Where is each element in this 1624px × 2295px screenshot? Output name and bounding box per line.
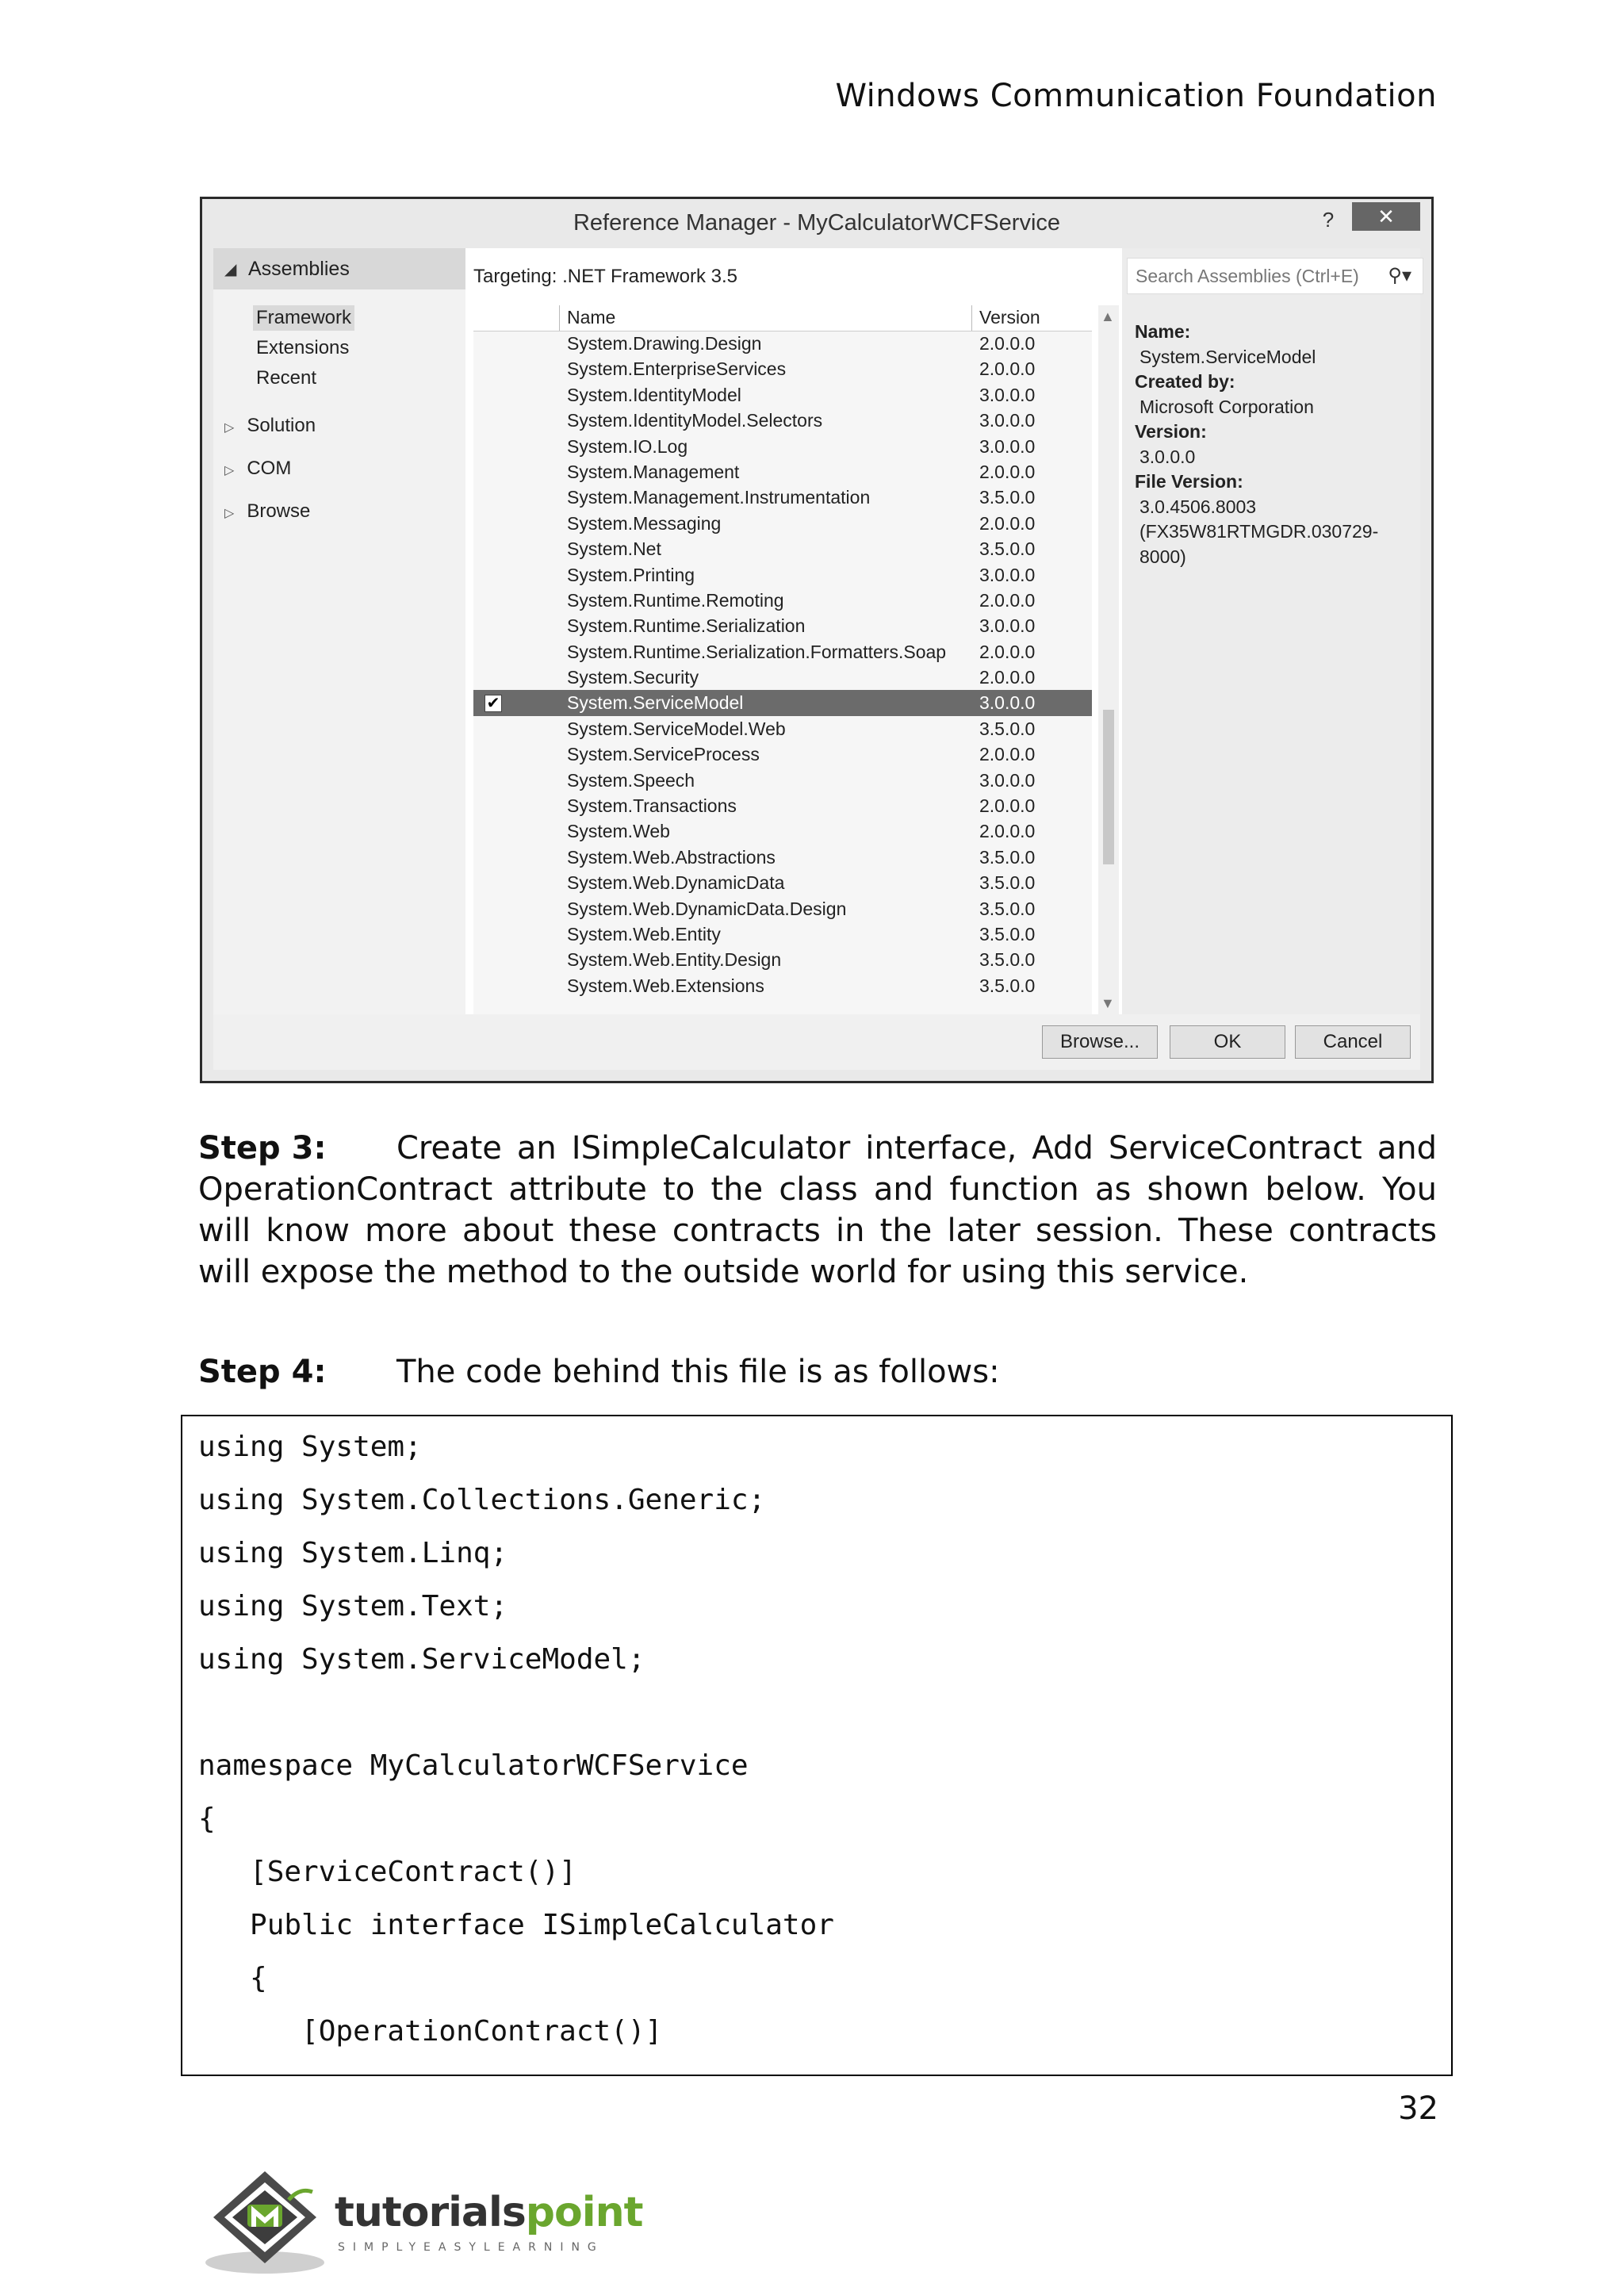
assembly-name: System.IO.Log bbox=[567, 435, 688, 457]
logo-emblem-icon bbox=[201, 2155, 335, 2282]
assembly-row[interactable] bbox=[473, 896, 1092, 921]
list-scrollbar[interactable] bbox=[1098, 305, 1119, 1015]
assembly-row[interactable] bbox=[473, 562, 1092, 588]
assembly-row[interactable] bbox=[473, 793, 1092, 818]
assembly-row[interactable] bbox=[473, 613, 1092, 638]
code-line: Public interface ISimpleCalculator bbox=[198, 1909, 834, 1941]
details-created-label: Created by: bbox=[1135, 371, 1235, 392]
assembly-version: 3.5.0.0 bbox=[979, 718, 1036, 739]
logo-word-b: point bbox=[525, 2189, 643, 2236]
code-line: { bbox=[198, 1962, 267, 1994]
assembly-row[interactable] bbox=[473, 870, 1092, 895]
assembly-row[interactable] bbox=[473, 382, 1092, 408]
page-header-title: Windows Communication Foundation bbox=[835, 78, 1437, 114]
assembly-row[interactable] bbox=[473, 716, 1092, 741]
dialog-body bbox=[213, 248, 1420, 1070]
assembly-row[interactable] bbox=[473, 818, 1092, 844]
tutorialspoint-logo bbox=[201, 2155, 645, 2290]
assembly-version: 3.5.0.0 bbox=[979, 538, 1036, 560]
step3-text: Create an ISimpleCalculator interface, Add ServiceContract and OperationContract attribute to the class and function as shown below. You will know more about these contracts in the later session. These contracts will expose the method to the outside world for using this service. bbox=[198, 1130, 1437, 1290]
column-header-name[interactable]: Name bbox=[567, 307, 616, 328]
code-line: namespace MyCalculatorWCFService bbox=[198, 1749, 749, 1782]
logo-tagline: SIMPLYEASYLEARNING bbox=[338, 2241, 604, 2254]
nav-item-com-label: COM bbox=[247, 458, 292, 479]
assembly-name: System.Web.Entity.Design bbox=[567, 949, 782, 971]
assembly-version: 3.0.0.0 bbox=[979, 769, 1036, 791]
assembly-name: System.IdentityModel bbox=[567, 384, 741, 405]
nav-item-extensions[interactable]: Extensions bbox=[256, 337, 350, 358]
collapsed-triangle-icon: ▷ bbox=[224, 507, 235, 520]
step4-text: The code behind this file is as follows: bbox=[396, 1354, 1000, 1390]
assembly-name: System.Transactions bbox=[567, 795, 737, 817]
assembly-version: 3.5.0.0 bbox=[979, 923, 1036, 944]
assembly-row[interactable] bbox=[473, 434, 1092, 459]
assembly-version: 2.0.0.0 bbox=[979, 358, 1036, 380]
assembly-version: 3.5.0.0 bbox=[979, 975, 1036, 996]
assembly-row[interactable] bbox=[473, 588, 1092, 613]
nav-item-assemblies[interactable] bbox=[213, 248, 465, 289]
assembly-version: 3.0.0.0 bbox=[979, 564, 1036, 585]
column-header-version[interactable]: Version bbox=[979, 307, 1040, 328]
nav-item-assemblies-label: Assemblies bbox=[248, 258, 350, 280]
code-line: using System.ServiceModel; bbox=[198, 1643, 645, 1676]
assembly-name: System.Web bbox=[567, 821, 670, 842]
assembly-name: System.Management.Instrumentation bbox=[567, 487, 871, 508]
code-line: [ServiceContract()] bbox=[198, 1856, 576, 1888]
nav-item-solution-label: Solution bbox=[247, 415, 316, 436]
left-nav bbox=[213, 248, 465, 1017]
details-file-version-build: (FX35W81RTMGDR.030729-8000) bbox=[1139, 521, 1379, 567]
assembly-row[interactable] bbox=[473, 768, 1092, 793]
logo-wordmark bbox=[335, 2189, 642, 2236]
dialog-button-bar bbox=[213, 1014, 1420, 1070]
assembly-version: 3.0.0.0 bbox=[979, 692, 1036, 714]
assembly-name: System.Speech bbox=[567, 769, 695, 791]
assembly-name: System.Drawing.Design bbox=[567, 333, 762, 354]
assembly-rows bbox=[473, 331, 1092, 998]
step4-paragraph bbox=[198, 1351, 1437, 1393]
logo-word-a: tutorials bbox=[335, 2189, 526, 2236]
nav-item-framework[interactable]: Framework bbox=[253, 305, 354, 331]
scroll-thumb[interactable] bbox=[1103, 710, 1114, 864]
details-created-value: Microsoft Corporation bbox=[1139, 396, 1314, 417]
assembly-name: System.Messaging bbox=[567, 512, 722, 534]
assembly-row[interactable] bbox=[473, 485, 1092, 510]
browse-button[interactable]: Browse... bbox=[1042, 1025, 1158, 1059]
assembly-version: 3.5.0.0 bbox=[979, 898, 1036, 919]
assembly-details bbox=[1135, 320, 1420, 569]
assembly-name: System.Net bbox=[567, 538, 661, 560]
assembly-row[interactable] bbox=[473, 690, 1092, 715]
details-version-label: Version: bbox=[1135, 421, 1207, 442]
details-name-label: Name: bbox=[1135, 321, 1191, 342]
nav-item-recent[interactable]: Recent bbox=[256, 367, 317, 389]
ok-button[interactable]: OK bbox=[1170, 1025, 1285, 1059]
dialog-title: Reference Manager - MyCalculatorWCFService bbox=[573, 210, 1061, 236]
assembly-name: System.IdentityModel.Selectors bbox=[567, 410, 823, 431]
column-divider bbox=[559, 305, 560, 331]
assembly-name: System.ServiceModel.Web bbox=[567, 718, 786, 739]
reference-manager-dialog bbox=[200, 197, 1434, 1083]
details-pane bbox=[1122, 248, 1420, 1017]
assembly-row[interactable] bbox=[473, 408, 1092, 433]
help-icon[interactable]: ? bbox=[1322, 208, 1335, 232]
code-line: using System.Text; bbox=[198, 1590, 508, 1623]
assembly-name: System.Runtime.Serialization.Formatters.Soap bbox=[567, 641, 947, 662]
row-checkbox[interactable]: ✔ bbox=[485, 695, 502, 712]
search-assemblies-input[interactable] bbox=[1127, 258, 1423, 294]
assembly-name: System.Management bbox=[567, 461, 740, 482]
assembly-version: 2.0.0.0 bbox=[979, 512, 1036, 534]
step4-label: Step 4: bbox=[198, 1354, 327, 1390]
scroll-up-icon[interactable]: ▲ bbox=[1101, 308, 1115, 324]
assembly-version: 2.0.0.0 bbox=[979, 589, 1036, 611]
nav-item-solution[interactable] bbox=[224, 415, 316, 437]
assembly-version: 2.0.0.0 bbox=[979, 667, 1036, 688]
assembly-version: 2.0.0.0 bbox=[979, 461, 1036, 482]
assembly-version: 3.5.0.0 bbox=[979, 949, 1036, 971]
assembly-name: System.Printing bbox=[567, 564, 695, 585]
code-line: { bbox=[198, 1803, 216, 1835]
assembly-row[interactable] bbox=[473, 511, 1092, 536]
assembly-version: 2.0.0.0 bbox=[979, 641, 1036, 662]
nav-item-browse-label: Browse bbox=[247, 500, 311, 522]
assembly-name: System.Security bbox=[567, 667, 699, 688]
assembly-row[interactable] bbox=[473, 947, 1092, 972]
assembly-row[interactable] bbox=[473, 845, 1092, 870]
nav-item-browse[interactable] bbox=[224, 500, 310, 523]
code-block bbox=[181, 1415, 1453, 2076]
assembly-name: System.Web.DynamicData.Design bbox=[567, 898, 847, 919]
search-icon[interactable]: ⚲▾ bbox=[1388, 265, 1411, 286]
list-header bbox=[473, 305, 1092, 331]
targeting-label: Targeting: .NET Framework 3.5 bbox=[473, 266, 738, 287]
assembly-row[interactable] bbox=[473, 921, 1092, 947]
assembly-row[interactable] bbox=[473, 665, 1092, 690]
step3-paragraph bbox=[198, 1128, 1437, 1293]
assembly-row[interactable] bbox=[473, 356, 1092, 381]
assembly-name: System.EnterpriseServices bbox=[567, 358, 787, 380]
assembly-row[interactable] bbox=[473, 536, 1092, 561]
assembly-name: System.Web.Entity bbox=[567, 923, 721, 944]
assembly-version: 3.0.0.0 bbox=[979, 384, 1036, 405]
scroll-down-icon[interactable]: ▼ bbox=[1101, 995, 1115, 1011]
assembly-name: System.Runtime.Remoting bbox=[567, 589, 784, 611]
close-icon[interactable]: ✕ bbox=[1352, 202, 1420, 231]
search-placeholder: Search Assemblies (Ctrl+E) bbox=[1136, 266, 1359, 286]
assembly-name: System.Runtime.Serialization bbox=[567, 615, 806, 637]
assembly-version: 2.0.0.0 bbox=[979, 795, 1036, 817]
cancel-button[interactable]: Cancel bbox=[1295, 1025, 1411, 1059]
details-version-value: 3.0.0.0 bbox=[1139, 446, 1196, 467]
assembly-row[interactable] bbox=[473, 741, 1092, 767]
details-name-value: System.ServiceModel bbox=[1139, 346, 1316, 367]
collapsed-triangle-icon: ▷ bbox=[224, 464, 235, 477]
assembly-list bbox=[473, 305, 1092, 1015]
expanded-triangle-icon: ◢ bbox=[224, 261, 237, 278]
code-line: [OperationContract()] bbox=[198, 2015, 663, 2048]
assembly-version: 2.0.0.0 bbox=[979, 744, 1036, 765]
step3-label: Step 3: bbox=[198, 1130, 327, 1167]
assembly-version: 3.5.0.0 bbox=[979, 487, 1036, 508]
assembly-name: System.Web.DynamicData bbox=[567, 872, 785, 894]
code-line: using System.Linq; bbox=[198, 1537, 508, 1569]
assembly-row[interactable] bbox=[473, 973, 1092, 998]
assembly-name: System.Web.Extensions bbox=[567, 975, 764, 996]
assembly-row[interactable] bbox=[473, 331, 1092, 356]
code-line: using System.Collections.Generic; bbox=[198, 1484, 766, 1516]
assembly-version: 3.0.0.0 bbox=[979, 435, 1036, 457]
page-number: 32 bbox=[1398, 2090, 1438, 2127]
code-line: using System; bbox=[198, 1431, 422, 1463]
assembly-name: System.ServiceModel bbox=[567, 692, 744, 714]
assembly-version: 3.5.0.0 bbox=[979, 846, 1036, 868]
column-divider bbox=[971, 305, 972, 331]
nav-item-com[interactable] bbox=[224, 458, 291, 480]
dialog-titlebar bbox=[202, 199, 1431, 245]
assembly-version: 3.0.0.0 bbox=[979, 615, 1036, 637]
details-file-version-value: 3.0.4506.8003 bbox=[1139, 496, 1257, 517]
assembly-row[interactable] bbox=[473, 639, 1092, 665]
assembly-version: 3.0.0.0 bbox=[979, 410, 1036, 431]
details-file-version-label: File Version: bbox=[1135, 471, 1243, 492]
assembly-version: 2.0.0.0 bbox=[979, 821, 1036, 842]
assembly-name: System.Web.Abstractions bbox=[567, 846, 776, 868]
assembly-name: System.ServiceProcess bbox=[567, 744, 760, 765]
assembly-row[interactable] bbox=[473, 459, 1092, 485]
assembly-version: 2.0.0.0 bbox=[979, 333, 1036, 354]
collapsed-triangle-icon: ▷ bbox=[224, 421, 235, 435]
assembly-version: 3.5.0.0 bbox=[979, 872, 1036, 894]
